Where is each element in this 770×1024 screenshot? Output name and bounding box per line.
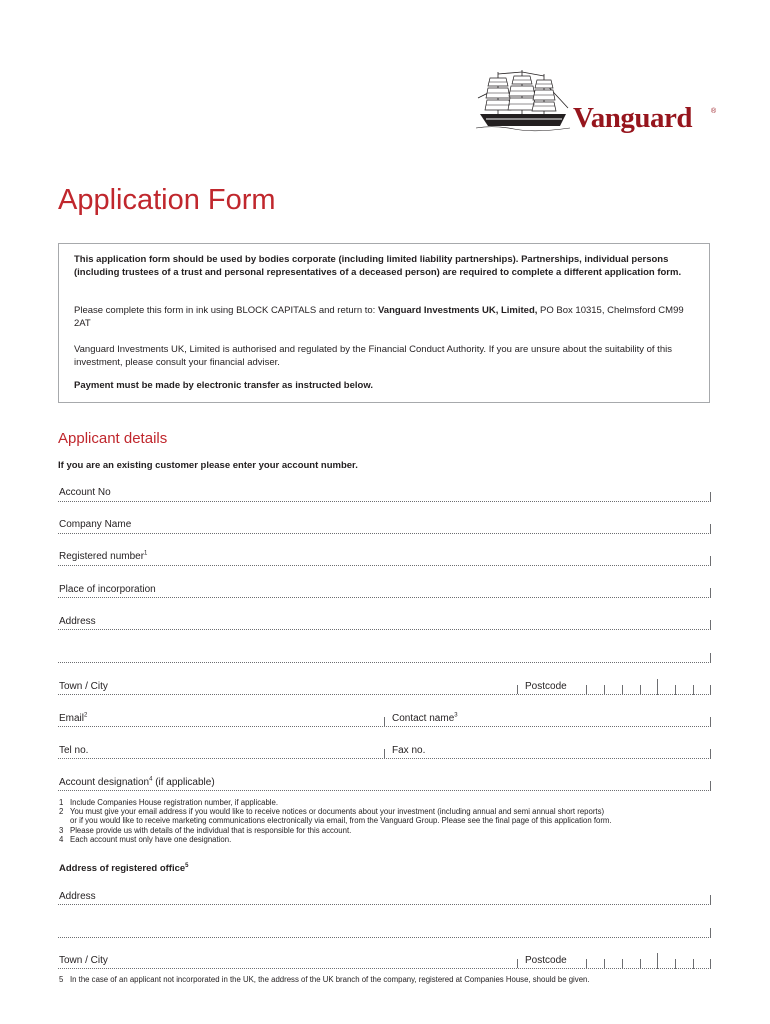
company-name-field[interactable] xyxy=(58,533,711,534)
office-town-city-label: Town / City xyxy=(59,955,108,966)
postcode-box[interactable] xyxy=(604,685,605,695)
footnote-5: 5 In the case of an applicant not incorporated in the UK, the address of the UK branch of the company, registered at Companies House, should be given. xyxy=(59,975,590,984)
place-of-incorporation-label: Place of incorporation xyxy=(59,584,156,595)
footnote-2-continued: or if you would like to receive marketing communications electronically via email, from the Vanguard Group. Please see the final page of this application form. xyxy=(70,816,612,825)
account-designation-label: Account designation$^4$ (if applicable) xyxy=(59,776,215,788)
office-postcode-box[interactable] xyxy=(604,959,605,969)
office-postcode-label: Postcode xyxy=(525,955,567,966)
town-city-label: Town / City xyxy=(59,681,108,692)
town-postcode-field[interactable] xyxy=(58,694,711,695)
intro-paragraph-1: This application form should be used by bodies corporate (including limited liability partnerships). Partnerships, individual persons (including trustees of a trust and personal representatives of a deceased person) are required to complete a different application form. xyxy=(74,254,682,278)
email-contact-separator xyxy=(384,717,385,726)
address-label: Address xyxy=(59,616,96,627)
office-address-field-line-1[interactable] xyxy=(58,904,711,905)
office-postcode-box[interactable] xyxy=(586,959,587,969)
account-no-field[interactable] xyxy=(58,501,711,502)
address-field-line-1[interactable] xyxy=(58,629,711,630)
brand-wordmark: Vanguard xyxy=(573,102,693,134)
footnote-1: 1 Include Companies House registration number, if applicable. xyxy=(59,798,279,807)
sailing-ship-icon xyxy=(474,68,572,132)
registered-office-heading: Address of registered office$^5$ xyxy=(59,862,189,874)
fax-label: Fax no. xyxy=(392,745,426,756)
existing-customer-note: If you are an existing customer please enter your account number. xyxy=(58,460,358,471)
intro-paragraph-2: Please complete this form in ink using BLOCK CAPITALS and return to: Vanguard Investments UK, Limited, PO Box 10315, Chelmsford CM99 2AT xyxy=(74,305,684,329)
office-postcode-box[interactable] xyxy=(693,959,694,969)
intro-paragraph-3: Vanguard Investments UK, Limited is authorised and regulated by the Financial Conduct Authority. If you are unsure about the suitability of this investment, please consult your financial adviser. xyxy=(74,344,672,368)
intro-paragraph-4: Payment must be made by electronic transfer as instructed below. xyxy=(74,380,373,391)
postcode-separator xyxy=(517,685,518,694)
footnote-3: 3 Please provide us with details of the individual that is responsible for this account. xyxy=(59,826,352,835)
postcode-divider xyxy=(657,679,658,695)
registered-number-label: Registered number$^1$ xyxy=(59,550,148,562)
postcode-box[interactable] xyxy=(640,685,641,695)
footnote-4: 4 Each account must only have one designation. xyxy=(59,835,232,844)
address-field-line-2[interactable] xyxy=(58,662,711,663)
email-label: Email$^2$ xyxy=(59,712,88,724)
contact-name-label: Contact name$^3$ xyxy=(392,712,458,724)
footnote-2: 2 You must give your email address if you would like to receive notices or documents about your investment (including annual and semi annual short reports) xyxy=(59,807,605,816)
office-postcode-divider xyxy=(657,953,658,969)
tel-fax-field[interactable] xyxy=(58,758,711,759)
account-no-label: Account No xyxy=(59,487,111,498)
postcode-label: Postcode xyxy=(525,681,567,692)
office-postcode-box[interactable] xyxy=(640,959,641,969)
place-of-incorporation-field[interactable] xyxy=(58,597,711,598)
postcode-box[interactable] xyxy=(622,685,623,695)
office-address-field-line-2[interactable] xyxy=(58,937,711,938)
page-title: Application Form xyxy=(58,184,276,216)
office-postcode-box[interactable] xyxy=(622,959,623,969)
email-contact-field[interactable] xyxy=(58,726,711,727)
intro-box xyxy=(58,243,710,403)
postcode-box[interactable] xyxy=(693,685,694,695)
office-postcode-box[interactable] xyxy=(675,959,676,969)
registered-mark: ® xyxy=(711,108,717,115)
office-postcode-separator xyxy=(517,959,518,968)
registered-number-field[interactable] xyxy=(58,565,711,566)
company-name-label: Company Name xyxy=(59,519,132,530)
account-designation-field[interactable] xyxy=(58,790,711,791)
office-address-label: Address xyxy=(59,891,96,902)
postcode-box[interactable] xyxy=(586,685,587,695)
applicant-details-heading: Applicant details xyxy=(58,430,168,447)
tel-label: Tel no. xyxy=(59,745,89,756)
postcode-box[interactable] xyxy=(675,685,676,695)
tel-fax-separator xyxy=(384,749,385,758)
office-town-postcode-field[interactable] xyxy=(58,968,711,969)
